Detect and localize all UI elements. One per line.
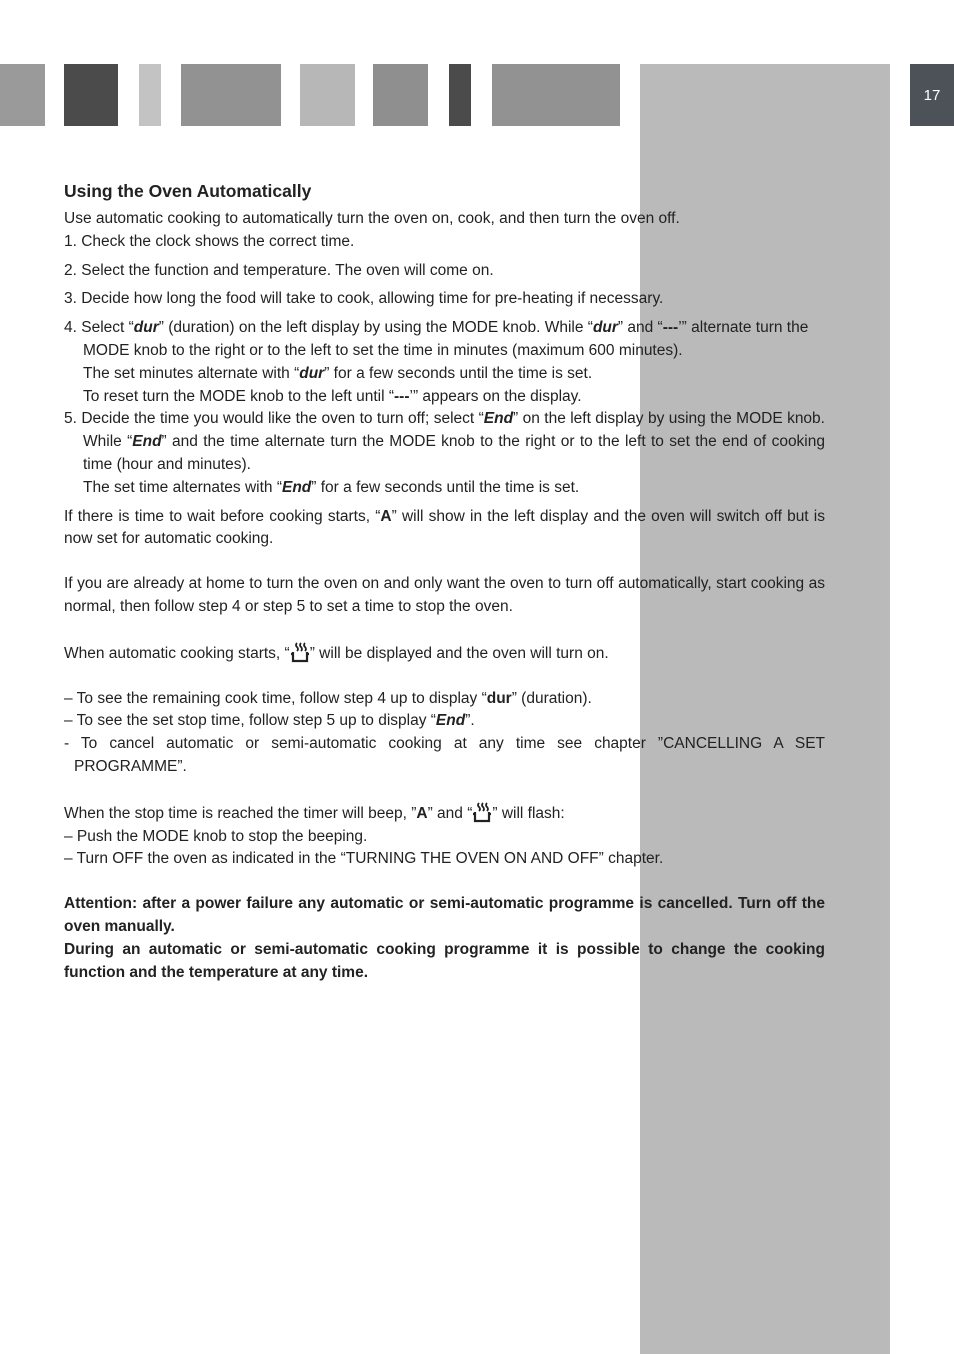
bullet-cancel: - To cancel automatic or semi-automatic cooking at any time see chapter ”CANCELLING A SET PROGRAMME”. (64, 735, 825, 775)
intro-text: Use automatic cooking to automatically turn the oven on, cook, and then turn the oven off. (64, 210, 680, 227)
header-block-1 (0, 64, 45, 126)
step-4-reset-note: To reset turn the MODE knob to the left until “---’” appears on the display. (83, 387, 582, 405)
bullet-remaining-time: – To see the remaining cook time, follow step 4 up to display “dur” (duration). (64, 689, 592, 707)
header-block-3 (139, 64, 161, 126)
header-block-2 (64, 64, 118, 126)
step-2: 2. Select the function and temperature. The oven will come on. (64, 261, 494, 279)
attention-power-failure: Attention: after a power failure any automatic or semi-automatic programme is cancelled. Turn off the oven manually. (64, 895, 825, 935)
step-1: 1. Check the clock shows the correct time. (64, 232, 355, 250)
wait-text: If there is time to wait before cooking starts, “A” will show in the left display and the oven will switch off but is now set for automatic cooking. (64, 507, 826, 548)
step-4-minutes-note: The set minutes alternate with “dur” for a few seconds until the time is set. (83, 364, 593, 382)
header-block-6 (373, 64, 428, 126)
main-content (64, 180, 825, 984)
stop-bullet-beep: – Push the MODE knob to stop the beeping. (64, 827, 368, 845)
step-5: 5. Decide the time you would like the oven to turn off; select “End” on the left display by using the MODE knob. While “End” and the time alternate turn the MODE knob to the right or to the left to set the end of cooking time (hour and minutes). (64, 410, 825, 473)
attention-change-function: During an automatic or semi-automatic cooking programme it is possible to change the cooking function and the temperature at any time. (64, 940, 825, 981)
step-3: 3. Decide how long the food will take to cook, allowing time for pre-heating if necessary. (64, 290, 664, 308)
page-number: 17 (910, 64, 954, 126)
auto-cooking-icon (472, 801, 492, 823)
step-5-note: The set time alternates with “End” for a few seconds until the time is set. (83, 478, 580, 496)
header-block-5 (300, 64, 355, 126)
auto-cooking-icon (290, 641, 310, 663)
home-text: If you are already at home to turn the oven on and only want the oven to turn off automatically, start cooking as normal, then follow step 4 or step 5 to set a time to stop the oven. (64, 575, 825, 615)
stop-bullet-off: – Turn OFF the oven as indicated in the “TURNING THE OVEN ON AND OFF” chapter. (64, 850, 664, 868)
header-block-8 (492, 64, 620, 126)
header-block-4 (181, 64, 281, 126)
header-block-7 (449, 64, 471, 126)
step-4: 4. Select “dur” (duration) on the left display by using the MODE knob. While “dur” and “---’” alternate turn the MODE knob to the right or to the left to set the time in minutes (maximum 600 minutes). (64, 319, 809, 359)
bullet-stop-time: – To see the set stop time, follow step 5 up to display “End”. (64, 712, 475, 730)
auto-start-text: When automatic cooking starts, “ ” will be displayed and the oven will turn on. (64, 641, 825, 666)
section-title: Using the Oven Automatically (64, 181, 312, 201)
stop-time-text: When the stop time is reached the timer will beep, ”A” and “ ” will flash: (64, 801, 825, 826)
